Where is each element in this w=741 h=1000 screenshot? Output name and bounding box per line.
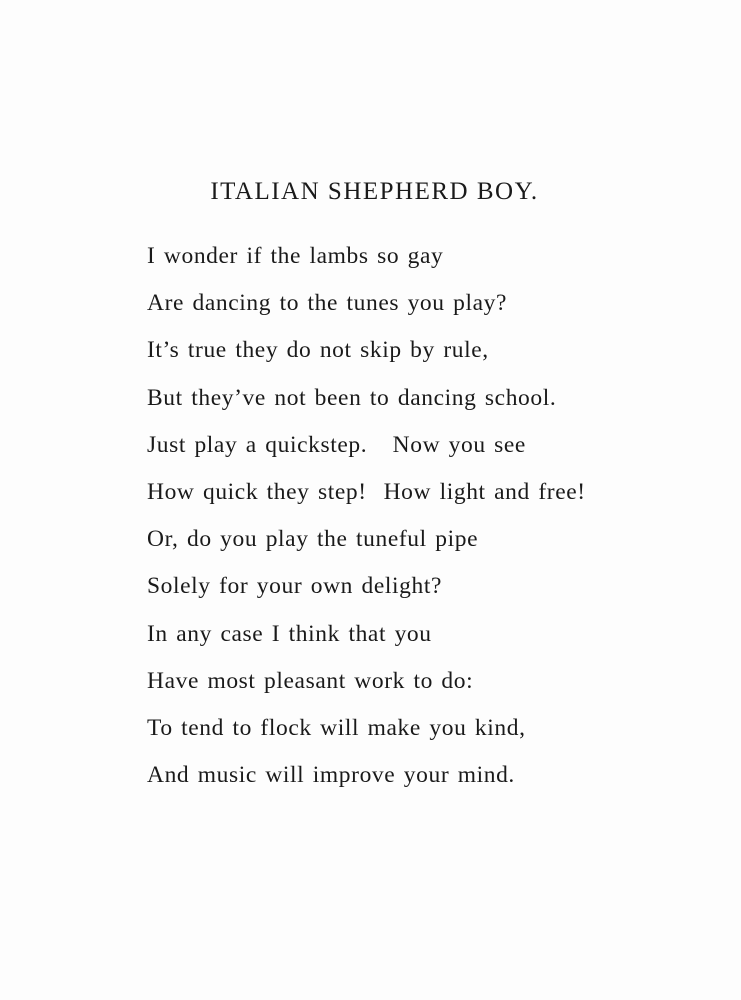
poem-line: Or, do you play the tuneful pipe: [147, 526, 479, 553]
poem-line: In any case I think that you: [147, 620, 432, 647]
poem-line: But they’ve not been to dancing school.: [147, 384, 557, 411]
poem-line: And music will improve your mind.: [147, 762, 515, 789]
poem-line: To tend to flock will make you kind,: [147, 714, 526, 741]
poem-title: ITALIAN SHEPHERD BOY.: [210, 178, 539, 205]
poem-line: Solely for your own delight?: [147, 573, 443, 600]
poem-line: I wonder if the lambs so gay: [147, 243, 444, 269]
poem-line: Have most pleasant work to do:: [147, 667, 474, 694]
poem-line: Just play a quickstep. Now you see: [147, 431, 526, 458]
poem-body: [147, 236, 586, 802]
poem-line: How quick they step! How light and free!: [147, 478, 586, 505]
poem-line: It’s true they do not skip by rule,: [147, 337, 489, 364]
poem-line: Are dancing to the tunes you play?: [147, 290, 507, 317]
